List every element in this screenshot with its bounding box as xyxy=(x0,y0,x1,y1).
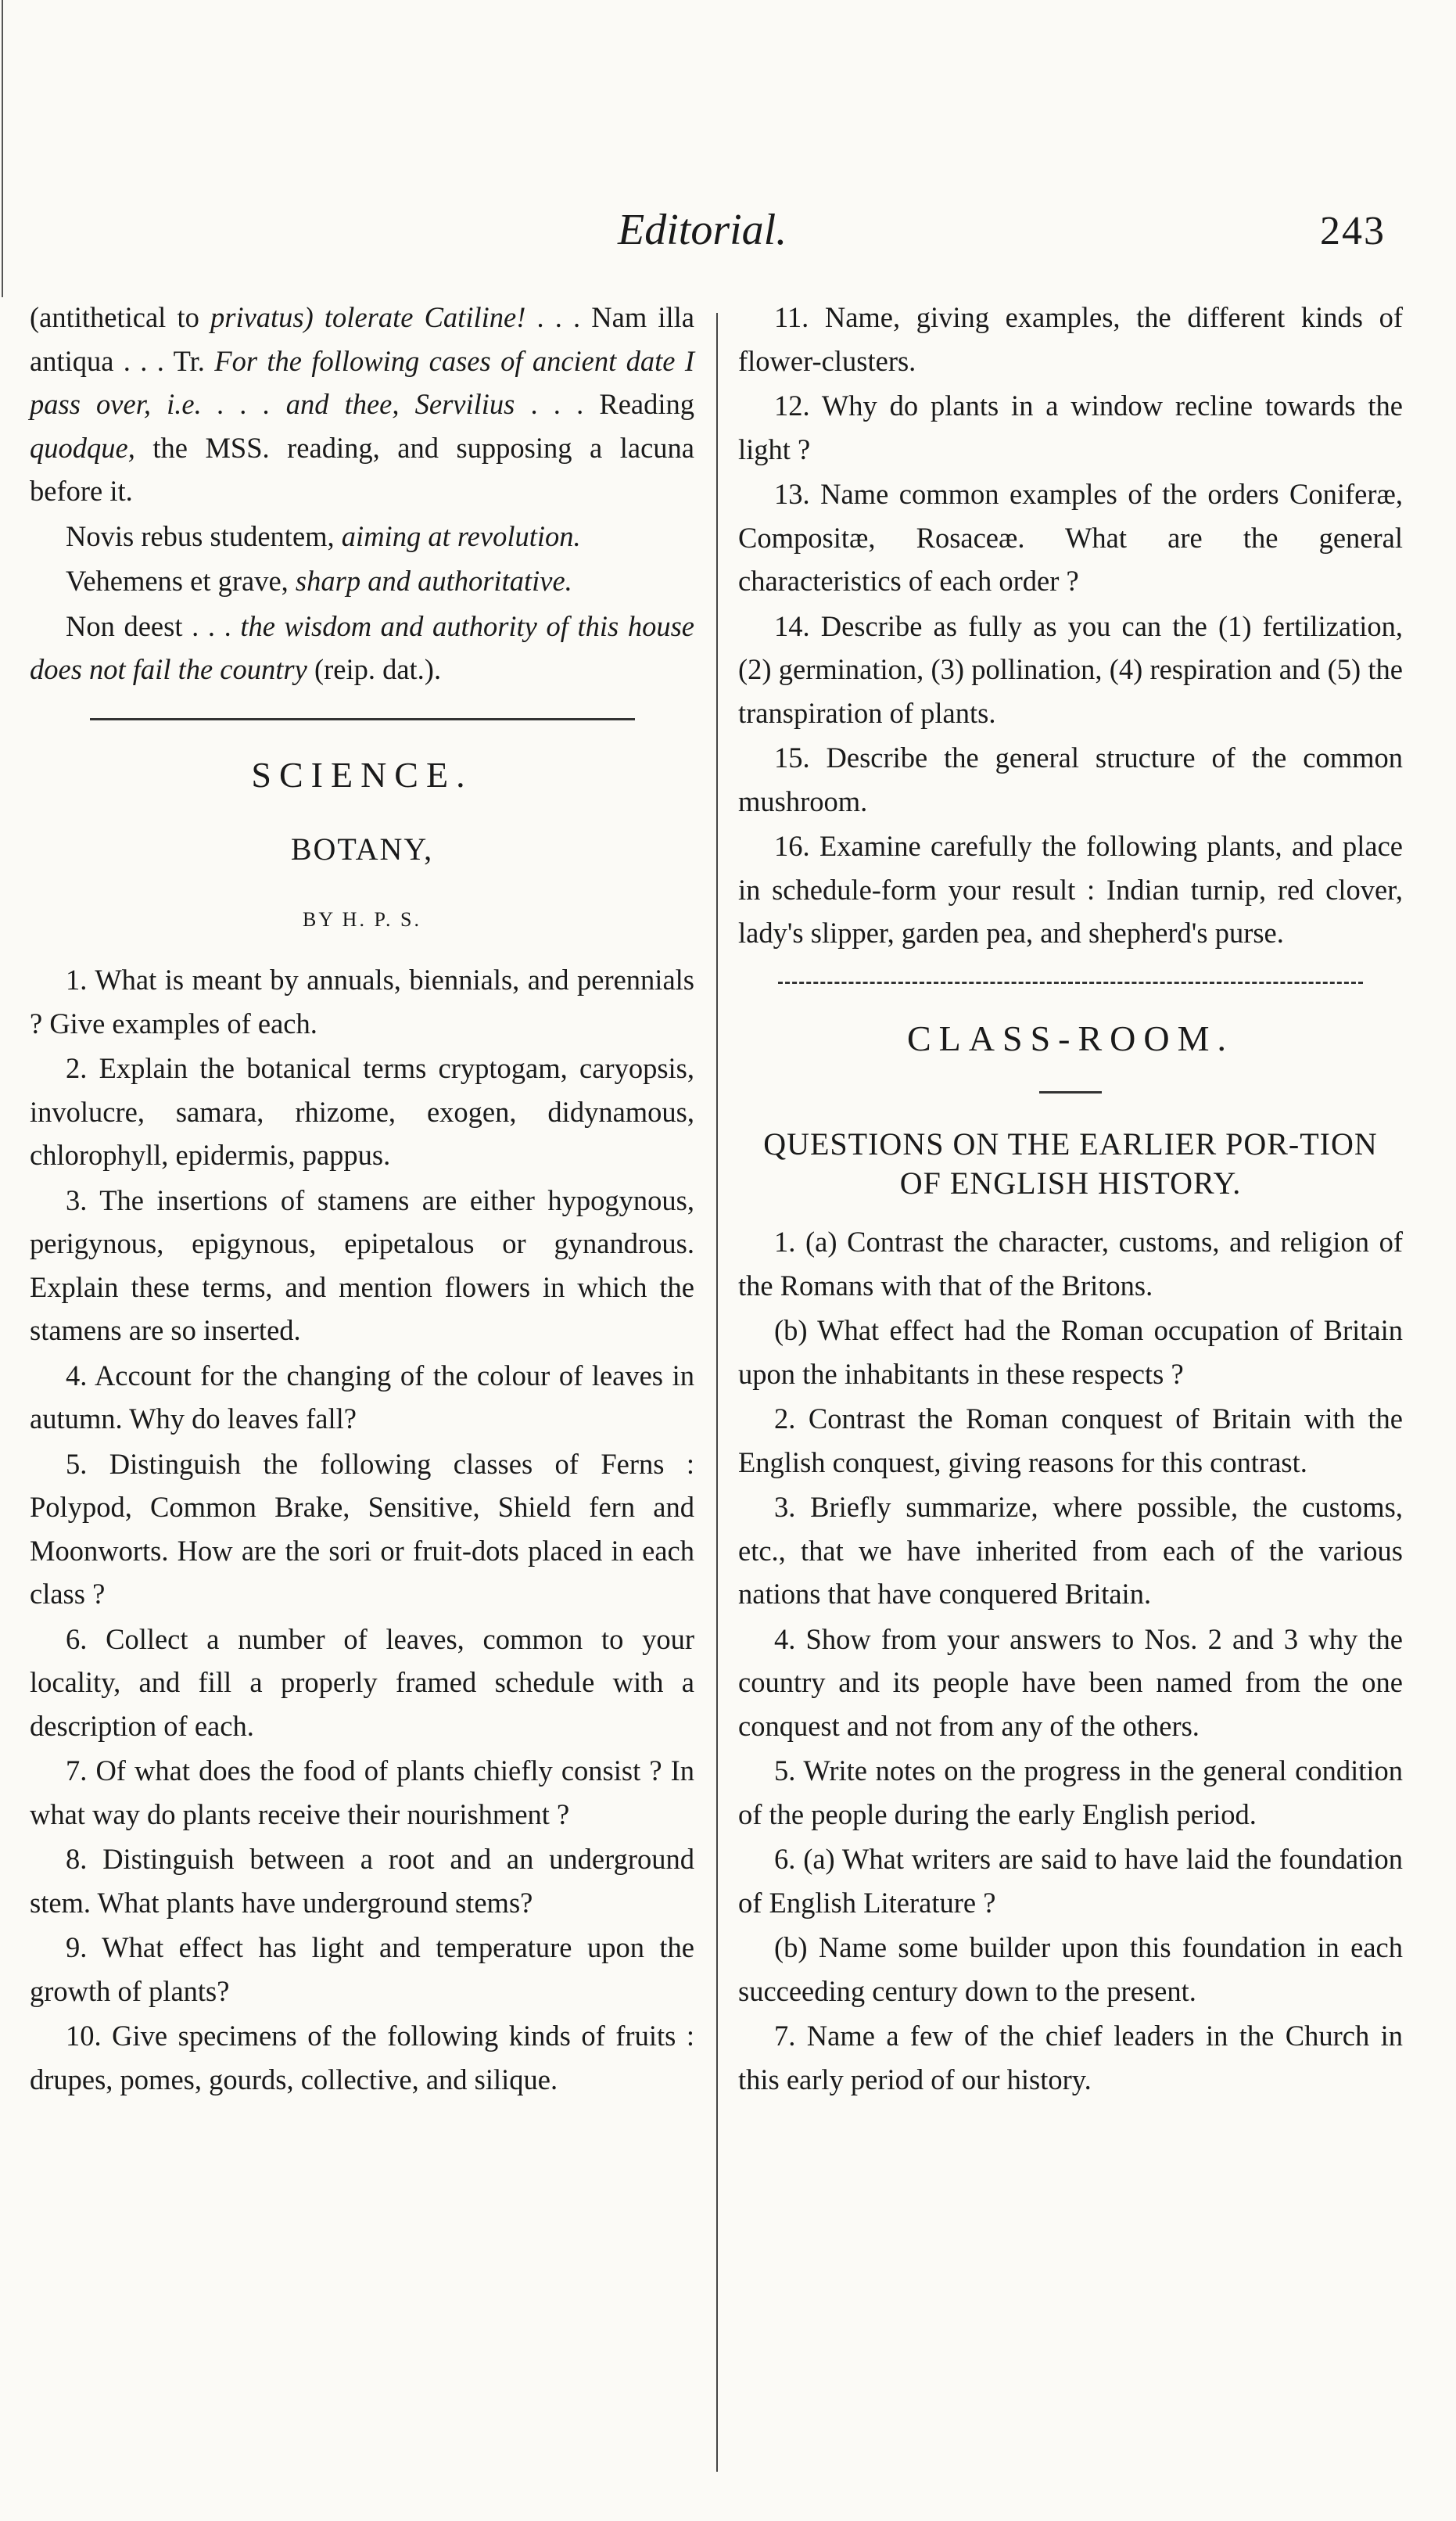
botany-question: 16. Examine carefully the following plants, and place in schedule-form your result : Indian turnip, red clover, lady's slipper, garden pea, and shepherd's purse. xyxy=(738,830,1403,949)
botany-heading: BOTANY, xyxy=(290,831,434,867)
botany-question: 13. Name common examples of the orders Coniferæ, Compositæ, Rosaceæ. What are the general characteristics of each order ? xyxy=(738,478,1403,597)
latin-paragraph xyxy=(30,515,694,558)
history-question: 4. Show from your answers to Nos. 2 and 3 why the country and its people have been named from the one conquest and not from any of the others. xyxy=(738,1622,1403,1742)
italic-translation-text: the wisdom and authority of this house does not fail the country xyxy=(30,609,695,685)
latin-text: Vehemens et grave, xyxy=(66,565,296,597)
history-question: 7. Name a few of the chief leaders in the Church in this early period of our history. xyxy=(738,2020,1403,2095)
botany-question: 15. Describe the general structure of the common mushroom. xyxy=(738,742,1403,817)
latin-text: (reip. dat.). xyxy=(307,653,442,685)
latin-paragraph xyxy=(30,559,694,603)
botany-question: 8. Distinguish between a root and an underground stem. What plants have underground stems? xyxy=(30,1843,694,1919)
latin-text: the MSS. reading, and supposing a lacuna before it. xyxy=(30,431,694,507)
italic-translation-text: aiming at revolution. xyxy=(341,519,581,552)
botany-questions-continued xyxy=(738,296,1403,955)
running-head: Editorial. xyxy=(618,206,787,254)
botany-question: 9. What effect has light and temperature upon the growth of plants? xyxy=(30,1931,694,2007)
history-question: 5. Write notes on the progress in the general condition of the people during the early English period. xyxy=(738,1754,1403,1830)
botany-question: 1. What is meant by annuals, biennials, and perennials ? Give examples of each. xyxy=(30,964,694,1040)
botany-question: 4. Account for the changing of the colour of leaves in autumn. Why do leaves fall? xyxy=(30,1359,694,1435)
classroom-heading: CLASS-ROOM. xyxy=(906,1018,1234,1058)
botany-question: 5. Distinguish the following classes of Ferns : Polypod, Common Brake, Sensitive, Shield fern and Moonworts. How are the sori or fruit-dots placed in each class ? xyxy=(30,1447,694,1610)
latin-text: Non deest . . . xyxy=(66,609,241,642)
section-divider xyxy=(90,718,635,720)
binding-edge-line xyxy=(2,0,3,297)
botany-question: 7. Of what does the food of plants chiefly consist ? In what way do plants receive their nourishment ? xyxy=(30,1754,694,1830)
history-question: 2. Contrast the Roman conquest of Britain with the English conquest, giving reasons for this contrast. xyxy=(738,1402,1403,1478)
botany-question: 6. Collect a number of leaves, common to your locality, and fill a properly framed schedule with a description of each. xyxy=(30,1622,694,1742)
history-question: (b) Name some builder upon this foundation in each succeeding century down to the present. xyxy=(738,1931,1403,2007)
latin-paragraph xyxy=(30,296,694,513)
botany-question: 2. Explain the botanical terms cryptogam, caryopsis, involucre, samara, rhizome, exogen, didynamous, chlorophyll, epidermis, pappus. xyxy=(30,1052,694,1171)
latin-text: Novis rebus studentem, xyxy=(66,519,342,552)
botany-question: 10. Give specimens of the following kinds of fruits : drupes, pomes, gourds, collective, and silique. xyxy=(30,2020,694,2095)
page-number: 243 xyxy=(1320,209,1386,253)
italic-translation-text: sharp and authoritative. xyxy=(295,565,572,597)
botany-question: 11. Name, giving examples, the different kinds of flower-clusters. xyxy=(738,301,1403,377)
history-question: 3. Briefly summarize, where possible, the customs, etc., that we have inherited from each of the various nations that have conquered Britain. xyxy=(738,1491,1403,1610)
left-column xyxy=(30,296,694,2103)
latin-paragraph xyxy=(30,605,694,691)
latin-text: . . . Nam illa antiqua . . . Tr. xyxy=(30,301,695,377)
science-heading: SCIENCE. xyxy=(251,754,473,795)
botany-questions-list xyxy=(30,958,694,2101)
history-questions-heading: QUESTIONS ON THE EARLIER POR-TION OF ENGLISH HISTORY. xyxy=(763,1126,1378,1201)
botany-question: 3. The insertions of stamens are either hypogynous, perigynous, epigynous, epipetalous or gynandrous. Explain these terms, and mention flowers in which the stamens are so inserted. xyxy=(30,1183,694,1346)
right-column xyxy=(738,296,1403,2103)
botany-question: 12. Why do plants in a window recline towards the light ? xyxy=(738,390,1403,465)
latin-translation-block xyxy=(30,296,694,691)
italic-translation-text: For the following cases of ancient date I pass over, i.e. . . . and thee, Servilius xyxy=(30,344,694,420)
section-divider-dashed xyxy=(778,982,1363,984)
history-questions-list xyxy=(738,1220,1403,2101)
italic-translation-text: quodque, xyxy=(30,431,135,464)
italic-translation-text: privatus) tolerate Catiline! xyxy=(210,301,526,333)
column-divider xyxy=(716,313,718,2472)
botany-question: 14. Describe as fully as you can the (1) fertilization, (2) germination, (3) pollination, (4) respiration and (5) the transpiration of plants. xyxy=(738,609,1403,729)
page-header xyxy=(31,205,1417,275)
history-question: 6. (a) What writers are said to have laid the foundation of English Literature ? xyxy=(738,1843,1403,1919)
latin-text: . . . Reading xyxy=(515,388,694,420)
heading-short-rule xyxy=(1039,1091,1102,1094)
history-question: 1. (a) Contrast the character, customs, and religion of the Romans with that of the Britons. xyxy=(738,1226,1403,1302)
latin-text: (antithetical to xyxy=(30,301,210,333)
author-byline: BY H. P. S. xyxy=(303,907,421,931)
history-question: (b) What effect had the Roman occupation of Britain upon the inhabitants in these respects ? xyxy=(738,1314,1403,1390)
